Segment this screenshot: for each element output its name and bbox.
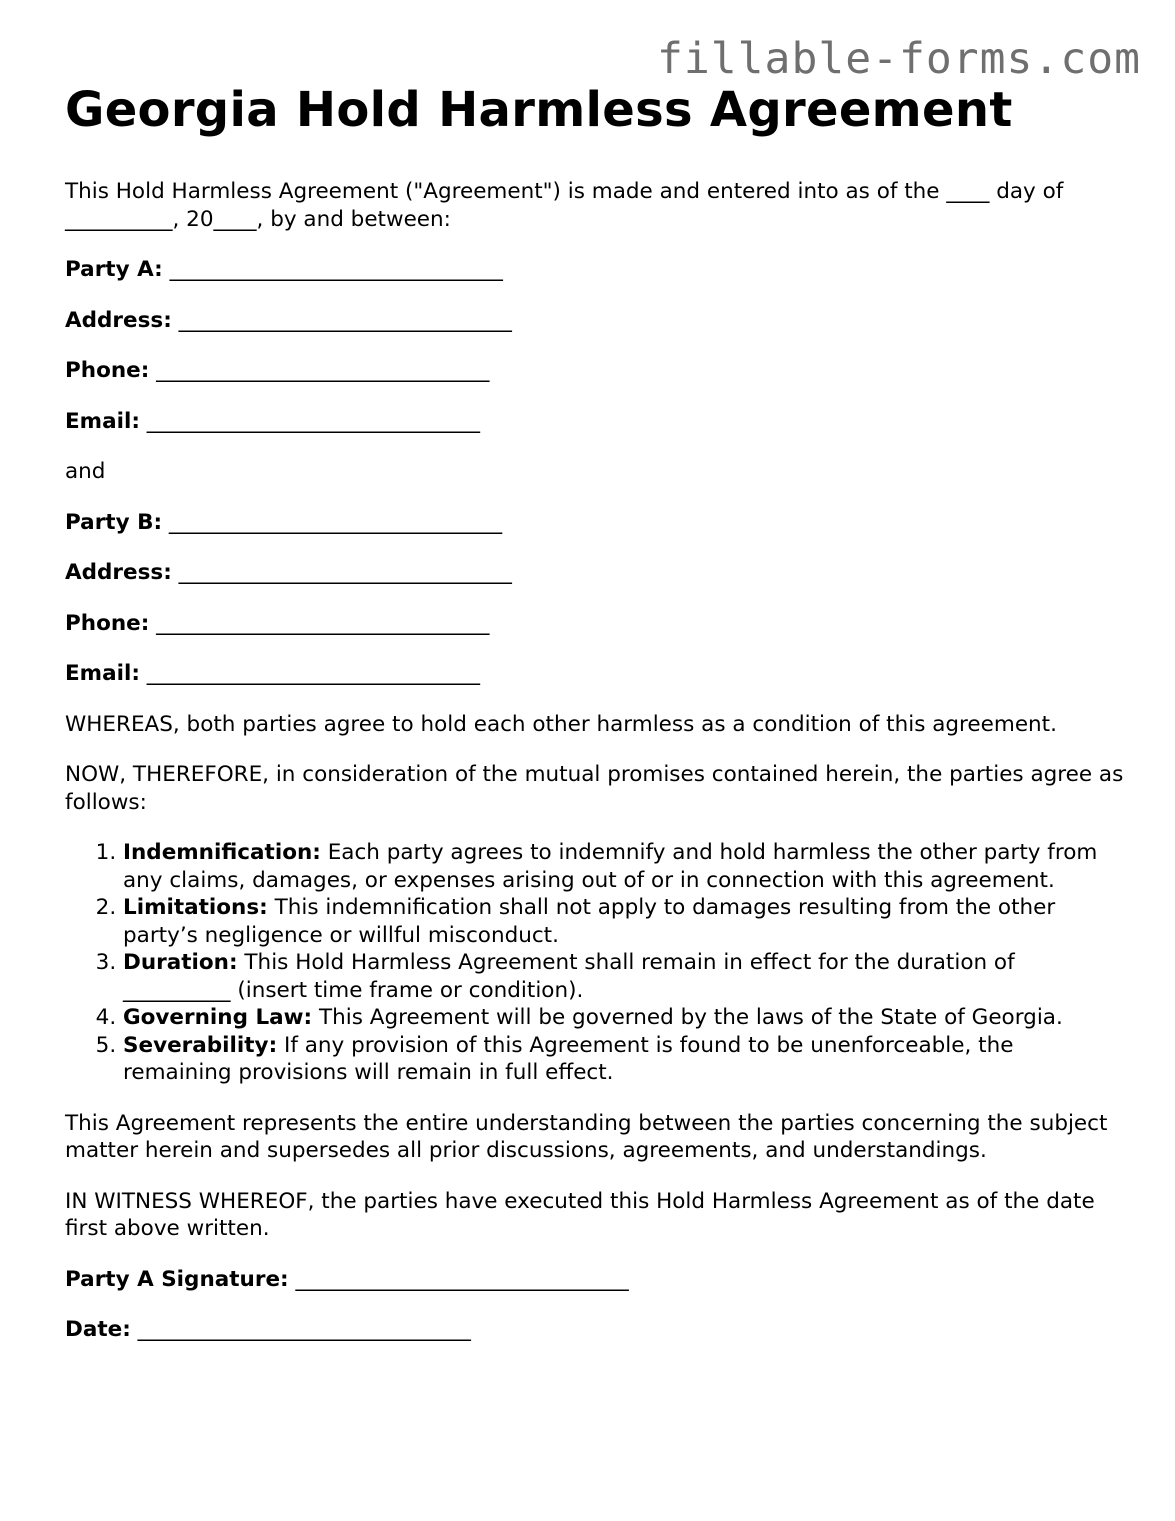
witness-paragraph: IN WITNESS WHEREOF, the parties have executed this Hold Harmless Agreement as of the date first above written. xyxy=(65,1188,1095,1241)
party-b-email-field[interactable] xyxy=(65,660,1125,688)
party-a-phone-label: Phone: xyxy=(65,358,150,383)
clause-text: If any provision of this Agreement is found to be unenforceable, the remaining provisions will remain in full effect. xyxy=(123,1032,1014,1085)
document-page xyxy=(65,82,1125,1367)
signature-date-blank[interactable]: _______________________________ xyxy=(137,1317,471,1342)
party-a-address-field[interactable] xyxy=(65,307,1125,335)
party-a-email-field[interactable] xyxy=(65,408,1125,436)
party-b-name-label: Party B: xyxy=(65,509,163,535)
party-a-name-field[interactable] xyxy=(65,256,1125,284)
party-b-address-label: Address: xyxy=(65,560,172,585)
party-a-phone-field[interactable] xyxy=(65,357,1125,385)
clause-item xyxy=(123,1004,1125,1032)
party-b-address-blank[interactable]: _______________________________ xyxy=(178,560,512,585)
clause-item xyxy=(123,949,1125,1004)
party-a-signature-field[interactable] xyxy=(65,1266,1125,1294)
clause-text: Each party agrees to indemnify and hold harmless the other party from any claims, damages, or expenses arising out of or in connection with this agreement. xyxy=(123,840,1098,893)
party-b-name-field[interactable] xyxy=(65,509,1125,537)
party-b-address-field[interactable] xyxy=(65,559,1125,587)
clause-title: Indemnification: xyxy=(123,840,321,865)
party-a-address-label: Address: xyxy=(65,307,172,333)
clause-item xyxy=(123,839,1125,894)
party-b-email-label: Email: xyxy=(65,661,140,686)
party-b-phone-label: Phone: xyxy=(65,610,150,636)
clause-text: This indemnification shall not apply to damages resulting from the other party’s negligence or willful misconduct. xyxy=(123,895,1056,948)
party-b-phone-blank[interactable]: _______________________________ xyxy=(156,610,490,636)
clause-item xyxy=(123,1032,1125,1087)
party-a-signature-blank[interactable]: _______________________________ xyxy=(295,1266,629,1292)
document-title: Georgia Hold Harmless Agreement xyxy=(65,82,1013,138)
signature-date-field[interactable] xyxy=(65,1316,1125,1344)
clause-title: Governing Law: xyxy=(123,1005,313,1030)
party-a-address-blank[interactable]: _______________________________ xyxy=(178,307,512,333)
whereas-paragraph: WHEREAS, both parties agree to hold each other harmless as a condition of this agreement. xyxy=(65,711,1057,737)
clause-title: Duration: xyxy=(123,950,238,975)
clause-title: Severability: xyxy=(123,1032,278,1058)
watermark-text: fillable-forms.com xyxy=(657,34,1141,84)
party-b-phone-field[interactable] xyxy=(65,610,1125,638)
party-a-name-label: Party A: xyxy=(65,257,163,282)
now-therefore-paragraph: NOW, THEREFORE, in consideration of the mutual promises contained herein, the parties agree as follows: xyxy=(65,762,1124,815)
clause-item xyxy=(123,894,1125,949)
clause-list xyxy=(65,839,1125,1087)
party-a-email-blank[interactable]: _______________________________ xyxy=(146,408,481,434)
party-b-email-blank[interactable]: _______________________________ xyxy=(146,661,481,686)
signature-date-label: Date: xyxy=(65,1317,131,1342)
clause-text: This Hold Harmless Agreement shall remain in effect for the duration of __________ (insert time frame or condition). xyxy=(123,950,1015,1003)
party-a-name-blank[interactable]: _______________________________ xyxy=(169,257,503,282)
party-a-phone-blank[interactable]: _______________________________ xyxy=(156,358,490,383)
entire-agreement-paragraph: This Agreement represents the entire understanding between the parties concerning the subject matter herein and supersedes all prior discussions, agreements, and understandings. xyxy=(65,1110,1108,1163)
party-b-name-blank[interactable]: _______________________________ xyxy=(168,509,503,535)
clause-title: Limitations: xyxy=(123,895,268,920)
party-a-email-label: Email: xyxy=(65,408,140,434)
intro-paragraph: This Hold Harmless Agreement ("Agreement") is made and entered into as of the ____ day of __________, 20____, by and between: xyxy=(65,179,1064,232)
and-separator: and xyxy=(65,459,106,484)
clause-text: This Agreement will be governed by the laws of the State of Georgia. xyxy=(312,1005,1063,1030)
party-a-signature-label: Party A Signature: xyxy=(65,1266,289,1292)
